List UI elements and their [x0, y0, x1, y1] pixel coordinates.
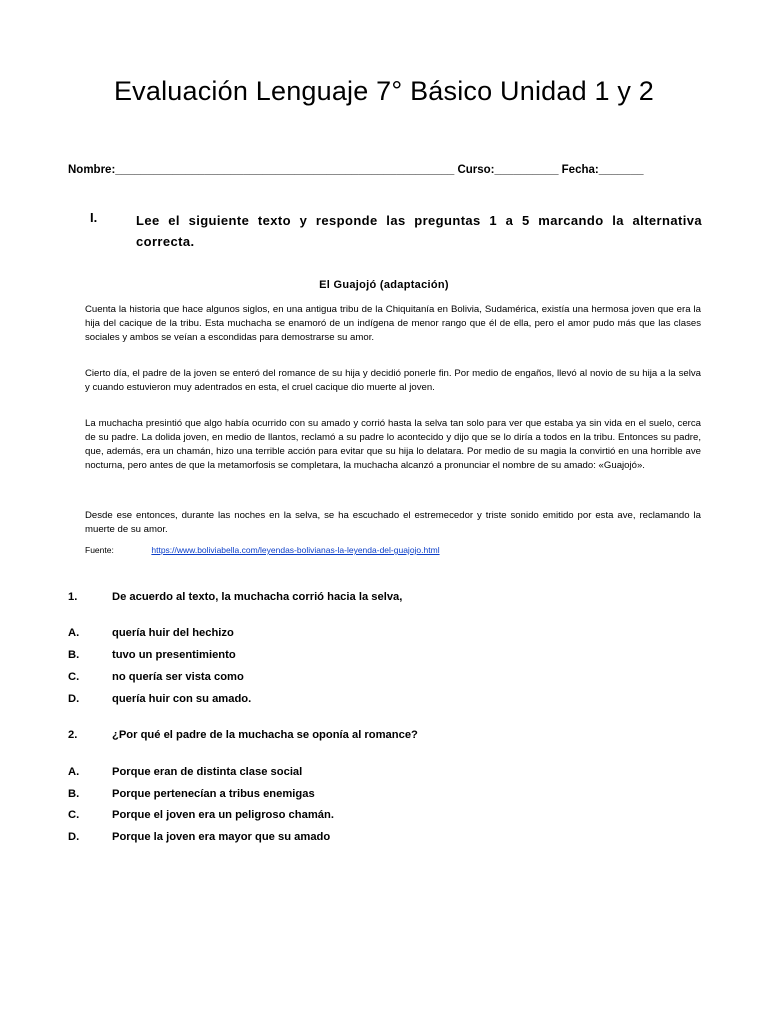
- story-paragraph: Cuenta la historia que hace algunos siglos, en una antigua tribu de la Chiquitanía en Bolivia, Sudamérica, existía una hermosa joven que era la hija del cacique de la tribu. Esta muchacha se enamoró de un indígena de menor rango que él de ella, pero el amor pudo más que las clases sociales y ambos se veían a escondidas para demostrarse su amor.: [85, 304, 701, 343]
- source-line: [85, 545, 440, 555]
- option-text: Porque la joven era mayor que su amado: [112, 831, 331, 843]
- option-1b[interactable]: [68, 649, 236, 661]
- section-number: I.: [90, 210, 98, 225]
- option-2a[interactable]: [68, 766, 302, 778]
- option-text: no quería ser vista como: [112, 671, 244, 683]
- option-text: Porque eran de distinta clase social: [112, 766, 303, 778]
- option-2d[interactable]: [68, 831, 330, 843]
- option-letter: A.: [68, 627, 80, 639]
- question-1: [68, 591, 402, 603]
- student-fields-line: Nombre:_____________________________________________________ Curso:__________ Fecha:_______: [68, 164, 644, 176]
- question-number: 2.: [68, 729, 78, 741]
- story-paragraph: Desde ese entonces, durante las noches en la selva, se ha escuchado el estremecedor y triste sonido emitido por esta ave, reclamando la muerte de su amor.: [85, 510, 701, 535]
- question-number: 1.: [68, 591, 78, 603]
- option-text: Porque pertenecían a tribus enemigas: [112, 788, 315, 800]
- option-letter: D.: [68, 831, 80, 843]
- option-2b[interactable]: [68, 788, 315, 800]
- option-letter: C.: [68, 809, 80, 821]
- option-letter: C.: [68, 671, 80, 683]
- option-text: tuvo un presentimiento: [112, 649, 236, 661]
- option-1c[interactable]: [68, 671, 244, 683]
- story-paragraph: Cierto día, el padre de la joven se enteró del romance de su hija y decidió ponerle fin. Por medio de engaños, llevó al novio de su hija a la selva y cuando estuvieron muy adentrados en esta, el cruel cacique dio muerte al joven.: [85, 368, 701, 393]
- story-paragraph: La muchacha presintió que algo había ocurrido con su amado y corrió hasta la selva tan solo para ver que estaba ya sin vida en el suelo, cerca de su padre. La dolida joven, en medio de llantos, reclamó a su padre lo acontecido y dijo que se lo diría a todos en la tribu. Entonces su padre, que, además, era un chamán, hizo una terrible acción para evitar que su hija lo delatara. Por medio de su magia la convirtió en una horrible ave nocturna, pero antes de que la metamorfosis se completara, la muchacha alcanzó a pronunciar el nombre de su amado: «Guajojó».: [85, 418, 701, 471]
- option-letter: B.: [68, 649, 80, 661]
- question-text: ¿Por qué el padre de la muchacha se oponía al romance?: [112, 729, 418, 741]
- source-label: Fuente:: [85, 545, 114, 555]
- option-letter: B.: [68, 788, 80, 800]
- question-text: De acuerdo al texto, la muchacha corrió hacia la selva,: [112, 591, 403, 603]
- source-link[interactable]: https://www.boliviabella.com/leyendas-bolivianas-la-leyenda-del-guajojo.html: [151, 545, 440, 555]
- instruction-text: Lee el siguiente texto y responde las preguntas 1 a 5 marcando la alternativa correcta.: [136, 213, 702, 249]
- option-text: quería huir con su amado.: [112, 693, 252, 705]
- option-2c[interactable]: [68, 809, 334, 821]
- option-letter: D.: [68, 693, 80, 705]
- option-1a[interactable]: [68, 627, 234, 639]
- page-title: Evaluación Lenguaje 7° Básico Unidad 1 y 2: [113, 76, 655, 106]
- option-letter: A.: [68, 766, 80, 778]
- story-title: El Guajojó (adaptación): [319, 279, 449, 291]
- question-2: [68, 729, 418, 741]
- option-text: Porque el joven era un peligroso chamán.: [112, 809, 334, 821]
- option-text: quería huir del hechizo: [112, 627, 234, 639]
- option-1d[interactable]: [68, 693, 251, 705]
